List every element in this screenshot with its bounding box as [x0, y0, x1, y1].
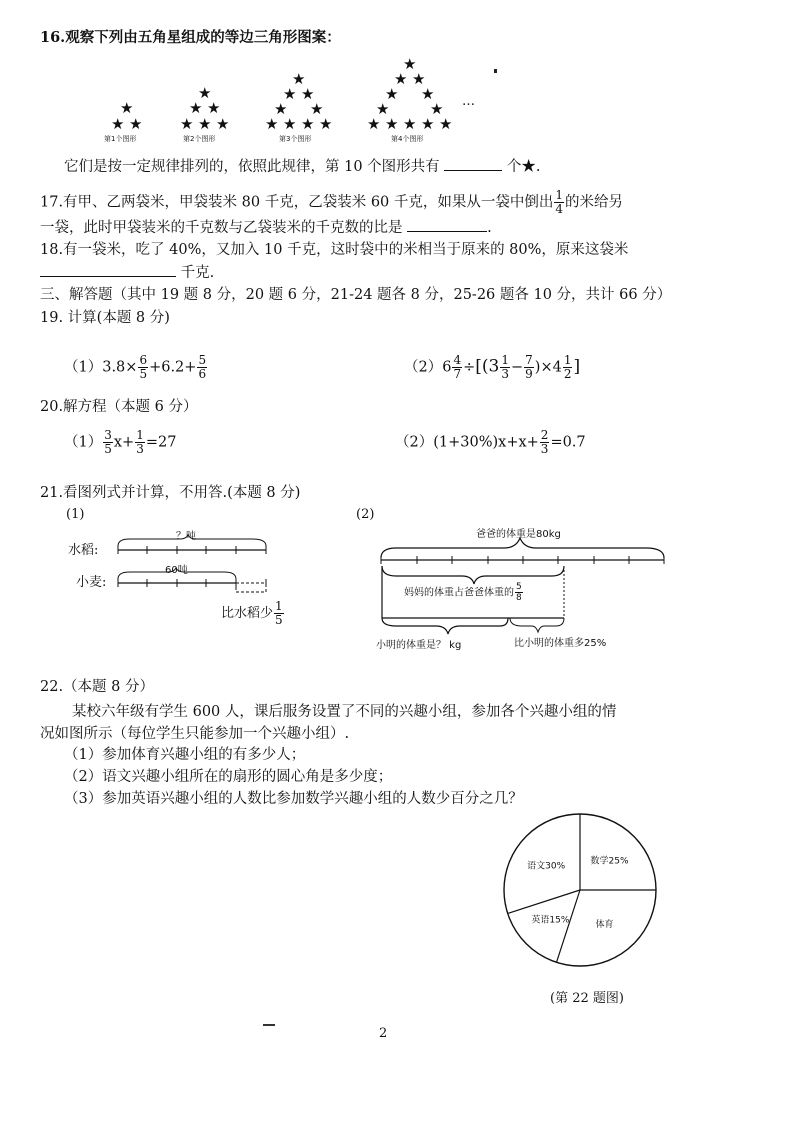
numerator: 1: [275, 599, 283, 613]
denominator: 9: [525, 367, 533, 381]
star-icon: ★: [412, 70, 426, 88]
denominator: 5: [139, 367, 148, 381]
star-icon: ★: [198, 115, 212, 133]
dad-weight-label: 爸爸的体重是80kg: [476, 529, 561, 540]
answer-blank[interactable]: [40, 276, 176, 277]
q22-sub3: （3）参加英语兴趣小组的人数比参加数学兴趣小组的人数少百分之几？: [64, 791, 523, 807]
star-icon: ★: [403, 115, 417, 133]
q22-title: 22.（本题 8 分）: [40, 679, 155, 695]
expr: [(3: [475, 356, 500, 377]
q22-line2: 况如图所示（每位学生只能参加一个兴趣小组）.: [40, 726, 350, 742]
q18-line1: 18.有一袋米，吃了 40%，又加入 10 千克，这时袋中的米相当于原来的 80%，原来这袋米: [40, 242, 629, 258]
star-icon: ★: [367, 115, 381, 133]
expr: ÷: [463, 359, 476, 376]
star-icon: ★: [385, 85, 399, 103]
fraction: [452, 354, 462, 381]
star-icon: ★: [189, 99, 203, 117]
q17-line1: [40, 189, 623, 216]
star-icon: ★: [111, 115, 125, 133]
numerator: 6: [139, 353, 148, 367]
pie-slice-boundary: [557, 890, 580, 962]
star-icon: ★: [421, 115, 435, 133]
numerator: 7: [525, 353, 533, 367]
fraction: [103, 429, 113, 456]
q19-part1: [64, 354, 208, 381]
star-icon: ★: [265, 115, 279, 133]
fraction: [540, 429, 550, 456]
fraction: [135, 429, 145, 456]
figure-caption-3: 第3个图形: [279, 135, 312, 143]
numerator: 1: [501, 353, 509, 367]
q22-line1: 某校六年级有学生 600 人，课后服务设置了不同的兴趣小组，参加各个兴趣小组的情: [72, 704, 617, 720]
more-label: 比小明的体重多25%: [514, 638, 607, 649]
fraction: [563, 354, 573, 381]
wheat-brace: [118, 568, 236, 579]
denominator: 5: [275, 613, 283, 627]
scan-mark: [263, 1024, 275, 1026]
rice-label: 水稻:: [68, 543, 99, 558]
figure-caption-2: 第2个图形: [183, 135, 216, 143]
star-icon: ★: [403, 55, 417, 73]
q17-text-end: 的米给另: [565, 194, 624, 211]
star-icon: ★: [301, 85, 315, 103]
fraction: [524, 354, 534, 381]
numerator: 2: [540, 428, 549, 442]
q21-label-1: (1): [66, 507, 85, 522]
star-icon: ★: [319, 115, 333, 133]
star-icon: ★: [283, 85, 297, 103]
star-icon: ★: [120, 99, 134, 117]
star-icon: ★: [430, 100, 444, 118]
answer-blank[interactable]: [407, 231, 487, 232]
denominator: 2: [563, 367, 572, 381]
wheat-amount: 60吨: [165, 565, 188, 576]
wheat-label: 小麦:: [76, 575, 107, 590]
section-3-heading: 三、解答题（其中 19 题 8 分，20 题 6 分，21-24 题各 8 分，25-26 题各 10 分，共计 66 分）: [40, 287, 672, 303]
pie-slice-boundary: [508, 890, 580, 913]
expr: x+: [113, 434, 135, 451]
less-label: [221, 600, 285, 627]
numerator: 1: [555, 188, 564, 202]
star-icon: ★: [216, 115, 230, 133]
numerator: 1: [563, 353, 572, 367]
dad-brace: [381, 538, 664, 558]
less-brace: [236, 587, 266, 592]
q16-line2-text: 它们是按一定规律排列的，依照此规律，第 10 个图形共有: [64, 159, 440, 175]
denominator: 3: [540, 442, 549, 456]
star-icon: ★: [439, 115, 453, 133]
pie-slice-label: 数学25%: [590, 856, 629, 867]
q18-unit: 千克.: [180, 265, 215, 281]
q17-text: 17.有甲、乙两袋米，甲袋装米 80 千克，乙袋装米 60 千克，如果从一袋中倒出: [40, 194, 554, 211]
figure-caption-1: 第1个图形: [104, 135, 137, 143]
numerator: 1: [136, 428, 144, 442]
mom-text: 妈妈的体重占爸爸体重的: [404, 587, 514, 599]
pie-chart: [500, 810, 670, 980]
star-icon: ★: [207, 99, 221, 117]
star-icon: ★: [129, 115, 143, 133]
denominator: 7: [453, 367, 462, 381]
numerator: 5: [198, 353, 207, 367]
fraction: [197, 354, 207, 381]
period: .: [487, 220, 492, 236]
q19-part2: [404, 354, 580, 381]
fraction: [554, 189, 564, 216]
expr: ]: [573, 356, 581, 377]
star-icon: ★: [180, 115, 194, 133]
expr: =0.7: [550, 434, 586, 451]
q16-line2: [64, 158, 541, 176]
numerator: 3: [104, 428, 112, 442]
pie-slice-label: 英语15%: [531, 915, 570, 926]
answer-blank[interactable]: [444, 170, 502, 171]
denominator: 5: [104, 442, 112, 456]
fraction: [138, 354, 148, 381]
scan-mark: [494, 69, 497, 73]
star-icon: ★: [274, 100, 288, 118]
ming-brace: [382, 618, 508, 634]
denominator: 4: [555, 202, 564, 216]
q16-stem: 16.观察下列由五角星组成的等边三角形图案：: [40, 29, 341, 46]
ming-label: 小明的体重是？ kg: [376, 640, 462, 651]
star-icon: ★: [394, 70, 408, 88]
q17-line2: [40, 219, 492, 237]
numerator: 4: [453, 353, 462, 367]
expr: +6.2+: [149, 359, 197, 376]
star-icon: ★: [301, 115, 315, 133]
q19-title: 19. 计算(本题 8 分): [40, 310, 170, 326]
figure-caption-4: 第4个图形: [391, 135, 424, 143]
fraction: [500, 354, 510, 381]
denominator: 3: [136, 442, 144, 456]
expr: =27: [145, 434, 177, 451]
figure-caption: (第 22 题图): [550, 991, 624, 1006]
expr: （1）: [64, 434, 103, 451]
expr: )×4: [534, 359, 562, 376]
fraction: [515, 582, 523, 603]
q18-line2: [40, 264, 214, 282]
rice-amount: ？吨: [176, 531, 196, 542]
q20-part1: [64, 429, 176, 456]
pie-slice-label: 语文30%: [527, 861, 566, 872]
star-icon: ★: [421, 85, 435, 103]
q22-sub2: （2）语文兴趣小组所在的扇形的圆心角是多少度；: [64, 769, 393, 785]
less-text: 比水稻少: [221, 606, 274, 621]
expr: （2）(1+30%)x+x+: [395, 434, 539, 451]
denominator: 6: [198, 367, 207, 381]
ellipsis: …: [462, 94, 475, 109]
star-icon: ★: [292, 70, 306, 88]
expr: （1）3.8×: [64, 359, 138, 376]
q20-title: 20.解方程（本题 6 分）: [40, 399, 198, 415]
pie-slice-label: 体育: [595, 919, 614, 930]
q17-line2-text: 一袋，此时甲袋装米的千克数与乙袋装米的千克数的比是: [40, 220, 403, 236]
numerator: 5: [516, 582, 522, 592]
expr: （2）6: [404, 359, 452, 376]
segment-lines: [110, 534, 280, 594]
q21-title: 21.看图列式并计算，不用答.(本题 8 分): [40, 485, 301, 501]
q22-sub1: （1）参加体育兴趣小组的有多少人；: [64, 747, 306, 763]
q21-label-2: (2): [356, 507, 375, 522]
more-brace: [510, 618, 564, 632]
star-icon: ★: [283, 115, 297, 133]
mom-label: [404, 582, 524, 603]
q20-part2: [395, 429, 586, 456]
rice-brace: [118, 535, 266, 546]
page-number: 2: [379, 1026, 388, 1041]
star-icon: ★: [376, 100, 390, 118]
star-icon: ★: [198, 84, 212, 102]
denominator: 3: [501, 367, 509, 381]
expr: −: [510, 359, 524, 376]
star-icon: ★: [310, 100, 324, 118]
star-icon: ★: [385, 115, 399, 133]
q16-line2-end: 个★.: [506, 159, 541, 175]
denominator: 8: [516, 593, 522, 603]
fraction: [274, 600, 284, 627]
